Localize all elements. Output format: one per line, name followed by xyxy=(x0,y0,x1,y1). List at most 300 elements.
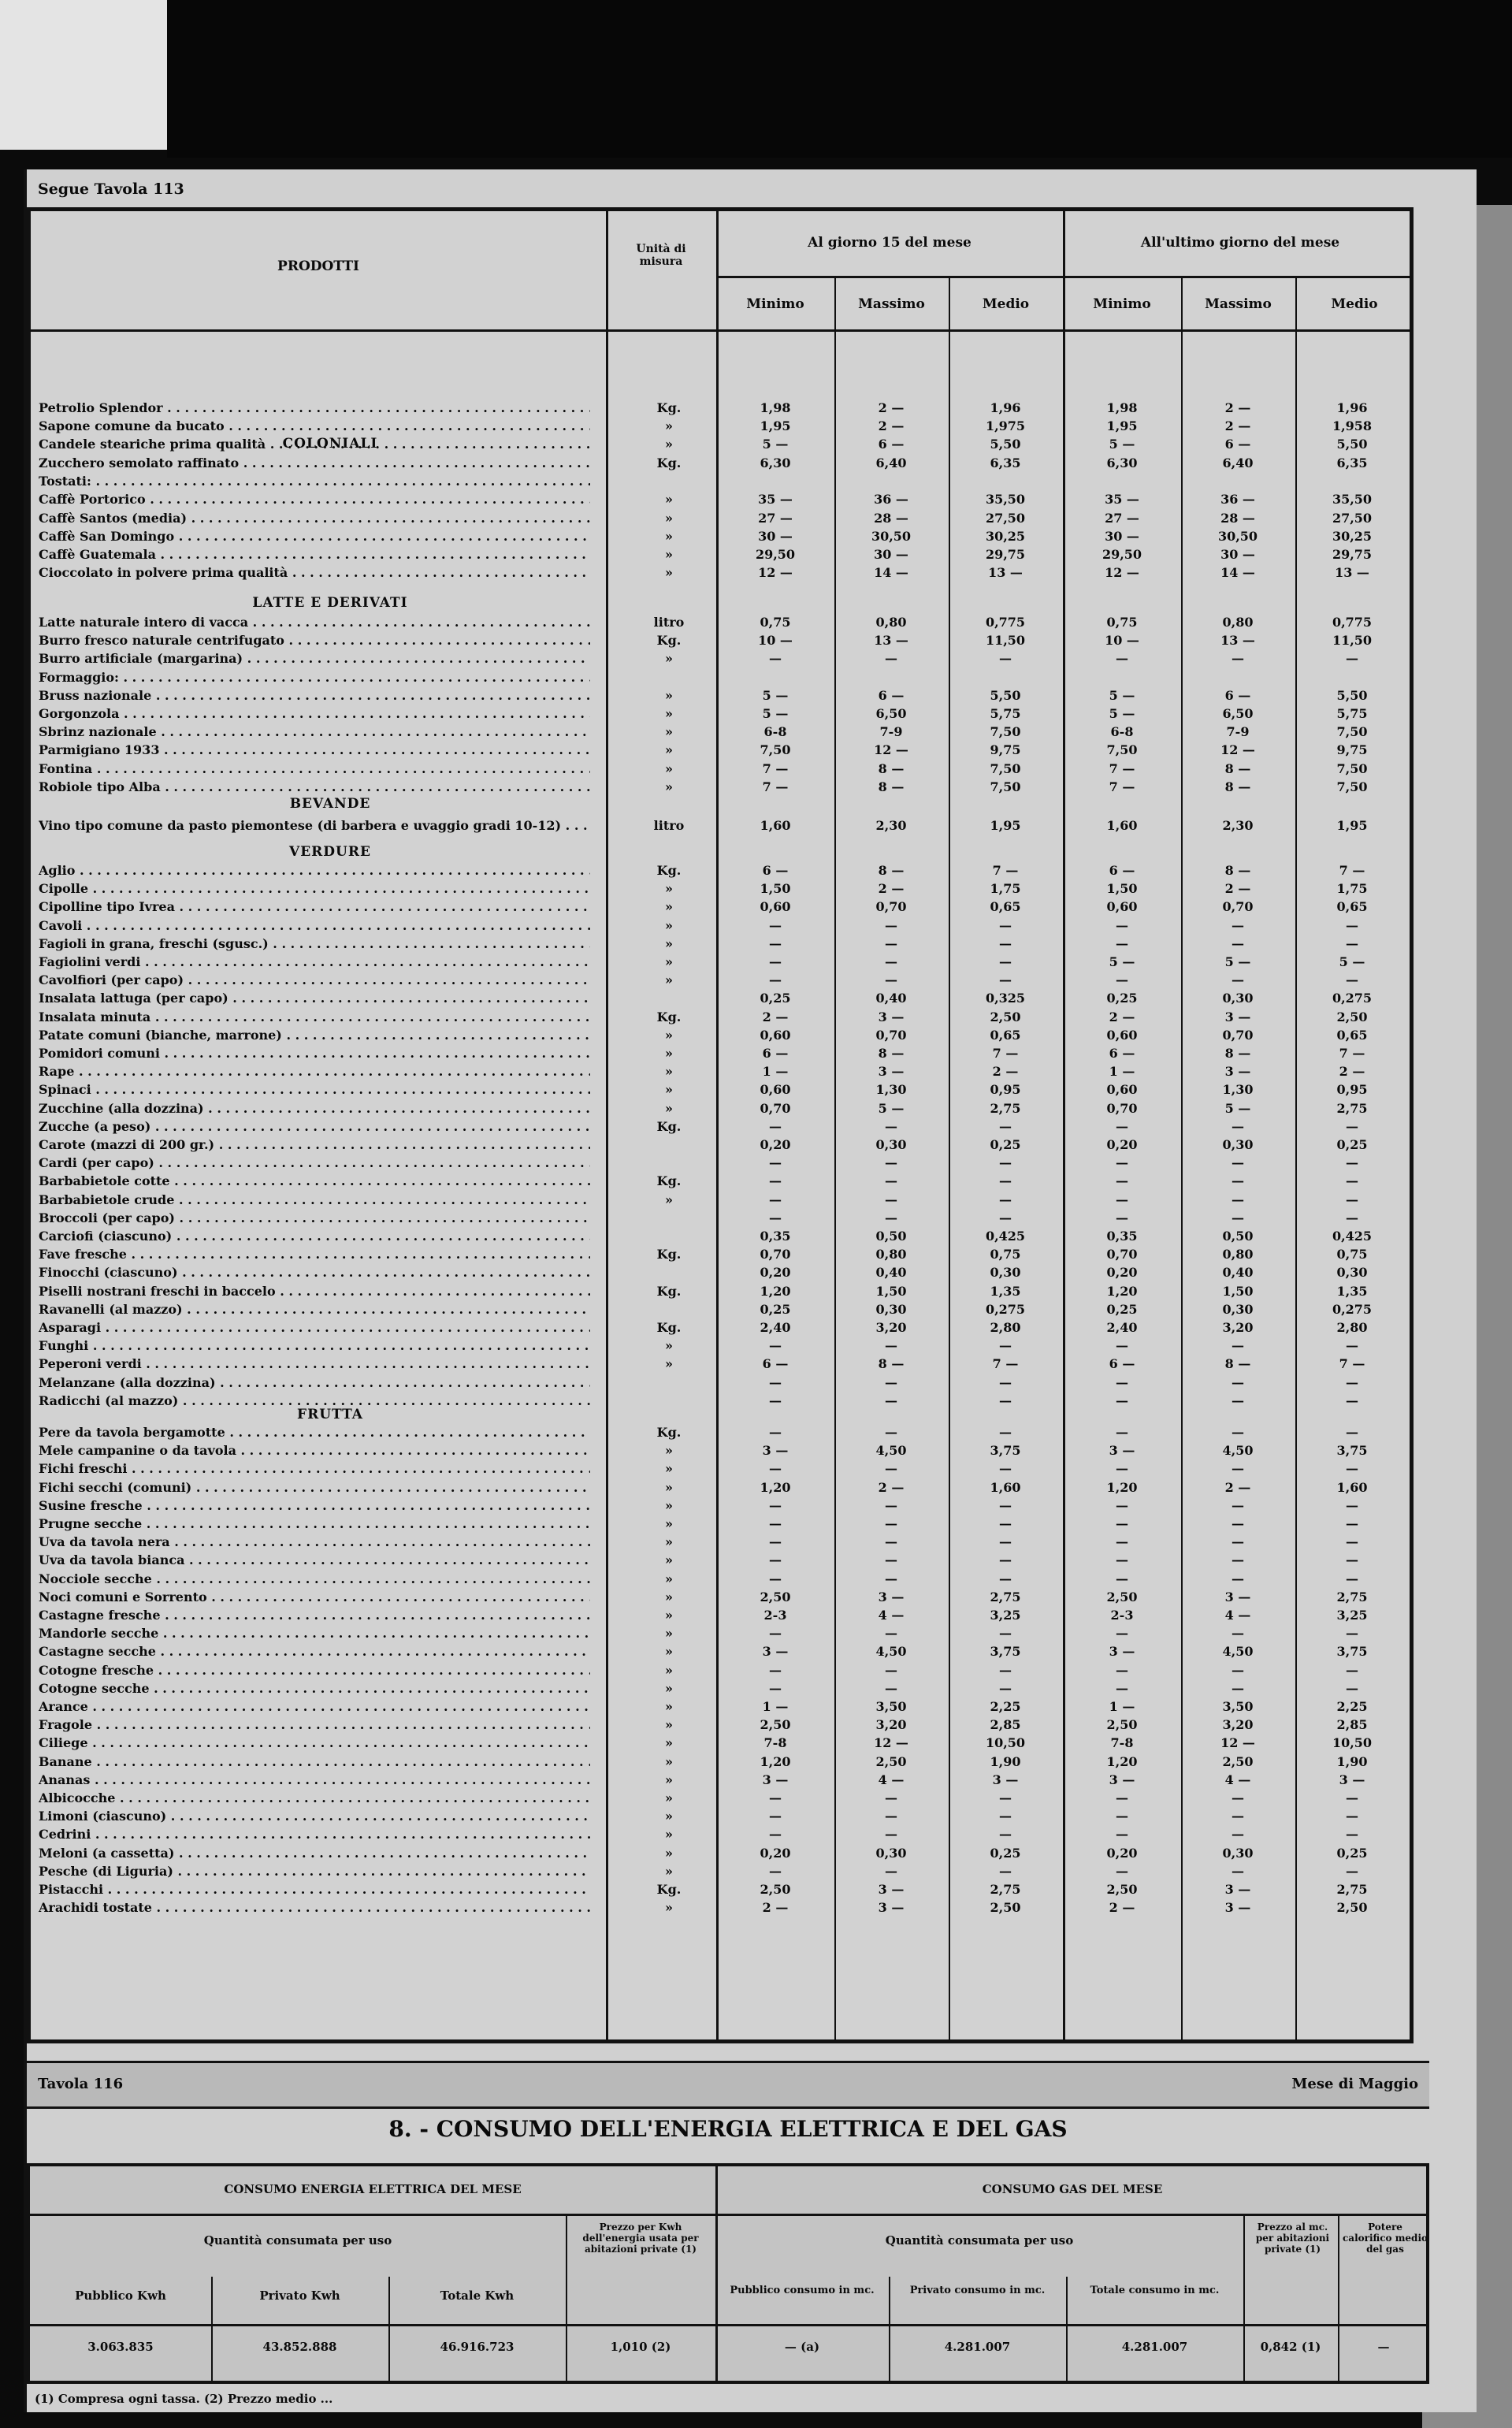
price-cell: 2 — xyxy=(878,400,905,415)
price-cell: 28 — xyxy=(1220,510,1255,526)
scan-border xyxy=(0,0,167,150)
product-name: Fagiolini verdi . . . xyxy=(39,954,590,969)
price-cell: 0,70 xyxy=(875,1027,907,1043)
product-name: Caffè San Domingo . . . xyxy=(39,529,590,544)
price-cell: 30,50 xyxy=(871,528,912,544)
price-cell: 5,50 xyxy=(990,437,1021,452)
table-row xyxy=(31,1644,1410,1659)
price-cell: 8 — xyxy=(1224,760,1251,776)
unit-cell: » xyxy=(665,899,673,915)
product-name: Nocciole secche . . . xyxy=(39,1571,590,1586)
col-totale-gas: Totale consumo in mc. xyxy=(1090,2285,1220,2296)
table-row xyxy=(31,1516,1410,1531)
unit-cell: » xyxy=(665,779,673,794)
price-cell: 3 — xyxy=(1224,1900,1251,1916)
price-cell: 2,30 xyxy=(875,818,907,833)
product-name: Carote (mazzi di 200 gr.) . . . xyxy=(39,1137,590,1152)
price-cell: — xyxy=(1232,1516,1244,1531)
price-cell: 2 — xyxy=(1109,1009,1135,1024)
price-cell: 3,50 xyxy=(1222,1699,1254,1714)
table-row xyxy=(31,633,1410,648)
price-cell: 1,30 xyxy=(875,1082,907,1098)
price-cell: — xyxy=(885,1680,897,1696)
price-cell: — xyxy=(1346,1626,1358,1642)
price-cell: 3 — xyxy=(878,1064,905,1080)
price-cell: 0,75 xyxy=(1106,615,1138,630)
price-cell: 0,70 xyxy=(875,899,907,915)
price-cell: 7-9 xyxy=(1226,724,1250,740)
price-cell: 14 — xyxy=(1220,565,1255,581)
price-cell: — xyxy=(1232,1155,1244,1171)
price-cell: 0,25 xyxy=(1336,1845,1368,1861)
price-cell: 2,50 xyxy=(1222,1753,1254,1769)
price-cell: 2,80 xyxy=(990,1320,1021,1335)
price-cell: 30 — xyxy=(874,547,908,562)
price-cell: 6 — xyxy=(1109,863,1135,878)
table-row xyxy=(31,881,1410,896)
product-name: Aglio . . . xyxy=(39,863,590,878)
price-cell: 35 — xyxy=(758,492,793,508)
product-name: Latte naturale intero di vacca . . . xyxy=(39,615,590,630)
price-cell: 2,50 xyxy=(760,1882,791,1897)
unit-cell: » xyxy=(665,565,673,581)
price-cell: 0,60 xyxy=(1106,899,1138,915)
price-cell: — xyxy=(1346,1827,1358,1842)
energy-left-title: CONSUMO ENERGIA ELETTRICA DEL MESE xyxy=(224,2182,522,2196)
price-cell: 35,50 xyxy=(1332,492,1373,508)
table-row xyxy=(31,936,1410,951)
price-cell: 0,25 xyxy=(760,991,791,1006)
table-row xyxy=(31,1119,1410,1134)
table-row xyxy=(31,1754,1410,1769)
price-cell: 3 — xyxy=(1224,1589,1251,1604)
price-cell: 0,50 xyxy=(1222,1229,1254,1244)
price-cell: — xyxy=(999,1662,1012,1678)
product-name: Sbrinz nazionale . . . xyxy=(39,724,590,739)
price-cell: 7 — xyxy=(992,1356,1019,1372)
price-cell: 1,20 xyxy=(760,1479,791,1495)
price-cell: 3 — xyxy=(878,1589,905,1604)
product-name: Bruss nazionale . . . xyxy=(39,688,590,703)
price-cell: — xyxy=(885,1173,897,1189)
unit-cell: » xyxy=(665,935,673,951)
price-cell: — xyxy=(1116,1863,1128,1879)
price-cell: 1,50 xyxy=(1106,881,1138,897)
unit-cell: » xyxy=(665,1192,673,1207)
price-cell: 7-8 xyxy=(1110,1735,1134,1751)
table-row xyxy=(31,706,1410,721)
product-name: Ananas . . . xyxy=(39,1772,590,1787)
price-cell: 2 — xyxy=(992,1064,1019,1080)
table-row xyxy=(31,1284,1410,1299)
price-cell: 3,75 xyxy=(990,1644,1021,1660)
unit-cell: » xyxy=(665,724,673,740)
price-cell: — xyxy=(885,1552,897,1568)
price-cell: 1,96 xyxy=(1336,400,1368,415)
price-cell: 27,50 xyxy=(985,510,1026,526)
price-cell: — xyxy=(769,1374,782,1390)
price-cell: — xyxy=(1232,1790,1244,1805)
price-cell: — xyxy=(999,1552,1012,1568)
header-group-15: Al giorno 15 del mese xyxy=(808,235,971,251)
price-cell: 5,50 xyxy=(1336,437,1368,452)
price-cell: 4 — xyxy=(1224,1772,1251,1787)
price-cell: 0,60 xyxy=(1106,1027,1138,1043)
price-cell: 0,20 xyxy=(760,1265,791,1281)
price-cell: 2 — xyxy=(1339,1064,1365,1080)
price-cell: 27 — xyxy=(758,510,793,526)
price-cell: — xyxy=(1232,1662,1244,1678)
price-cell: 1,30 xyxy=(1222,1082,1254,1098)
table-row xyxy=(31,511,1410,526)
price-cell: 13 — xyxy=(988,565,1023,581)
price-cell: — xyxy=(1346,1571,1358,1586)
price-cell: 6 — xyxy=(762,1356,789,1372)
header-minimo: Minimo xyxy=(746,296,804,312)
price-cell: 2 — xyxy=(762,1900,789,1916)
document-page xyxy=(24,169,1477,2412)
product-name: Cotogne secche . . . xyxy=(39,1681,590,1696)
unit-cell: » xyxy=(665,1845,673,1861)
table-row xyxy=(31,1590,1410,1604)
unit-cell: » xyxy=(665,1772,673,1787)
price-cell: 0,25 xyxy=(1106,1301,1138,1317)
unit-cell: litro xyxy=(653,615,685,630)
table-row xyxy=(31,1375,1410,1390)
price-cell: — xyxy=(1232,1192,1244,1207)
price-cell: — xyxy=(769,1516,782,1531)
table-row xyxy=(31,1717,1410,1732)
table-row xyxy=(31,818,1410,833)
energy-price-header: Prezzo per Kwh dell'energia usata per abitazioni private (1) xyxy=(582,2222,699,2255)
product-name: Limoni (ciascuno) . . . xyxy=(39,1809,590,1824)
price-cell: 3,50 xyxy=(875,1699,907,1714)
price-cell: 5 — xyxy=(1109,437,1135,452)
unit-cell: » xyxy=(665,1809,673,1824)
product-name: Robiole tipo Alba . . . xyxy=(39,779,590,794)
price-cell: — xyxy=(999,1516,1012,1531)
table-row xyxy=(31,547,1410,562)
price-cell: — xyxy=(769,972,782,988)
price-cell: 0,60 xyxy=(760,1082,791,1098)
price-cell: 6 — xyxy=(1224,437,1251,452)
price-cell: 13 — xyxy=(874,633,908,649)
price-cell: — xyxy=(885,1863,897,1879)
header-medio: Medio xyxy=(1331,296,1378,312)
price-cell: 6 — xyxy=(1224,687,1251,703)
price-cell: — xyxy=(1346,972,1358,988)
price-cell: — xyxy=(1232,1497,1244,1513)
table-row xyxy=(31,1663,1410,1678)
table-row xyxy=(31,615,1410,630)
price-cell: — xyxy=(1232,1534,1244,1550)
price-cell: 0,20 xyxy=(760,1845,791,1861)
header-minimo: Minimo xyxy=(1093,296,1151,312)
price-cell: — xyxy=(1116,1210,1128,1225)
product-name: Pistacchi . . . xyxy=(39,1882,590,1897)
product-name: Pere da tavola bergamotte . . . xyxy=(39,1425,590,1440)
price-cell: — xyxy=(885,954,897,969)
table-row xyxy=(31,1064,1410,1079)
price-cell: — xyxy=(1232,1338,1244,1354)
price-cell: 0,425 xyxy=(985,1229,1026,1244)
price-cell: — xyxy=(885,1790,897,1805)
price-cell: — xyxy=(1232,651,1244,667)
unit-cell: » xyxy=(665,1338,673,1354)
price-cell: 3 — xyxy=(1224,1064,1251,1080)
unit-cell: Kg. xyxy=(656,1173,682,1189)
price-cell: 1,20 xyxy=(1106,1753,1138,1769)
price-cell: 2,50 xyxy=(760,1717,791,1733)
price-cell: — xyxy=(999,1155,1012,1171)
price-cell: — xyxy=(999,1461,1012,1477)
price-cell: 3,75 xyxy=(1336,1443,1368,1459)
price-cell: 3 — xyxy=(762,1443,789,1459)
unit-cell: » xyxy=(665,1900,673,1916)
unit-cell: » xyxy=(665,492,673,508)
price-cell: — xyxy=(1116,1534,1128,1550)
product-name: Mele campanine o da tavola . . . xyxy=(39,1443,590,1458)
price-cell: 5 — xyxy=(762,437,789,452)
product-name: Arance . . . xyxy=(39,1699,590,1714)
product-name: Prugne secche . . . xyxy=(39,1516,590,1531)
price-cell: 0,75 xyxy=(1336,1247,1368,1262)
price-cell: 6,40 xyxy=(875,455,907,470)
price-cell: 0,30 xyxy=(1222,1301,1254,1317)
price-cell: 28 — xyxy=(874,510,908,526)
table-row xyxy=(31,1681,1410,1696)
price-cell: 2-3 xyxy=(763,1608,787,1623)
product-name: Petrolio Splendor . . . xyxy=(39,400,590,415)
unit-cell: Kg. xyxy=(656,1425,682,1440)
product-name: Uva da tavola nera . . . xyxy=(39,1534,590,1549)
price-cell: 2 — xyxy=(1224,881,1251,897)
price-cell: 7,50 xyxy=(1336,779,1368,794)
price-cell: 1,95 xyxy=(1106,418,1138,434)
price-cell: — xyxy=(1346,1374,1358,1390)
price-cell: — xyxy=(1346,1790,1358,1805)
unit-cell: » xyxy=(665,1443,673,1459)
price-cell: 11,50 xyxy=(985,633,1026,649)
price-cell: — xyxy=(769,1790,782,1805)
unit-cell: » xyxy=(665,1027,673,1043)
price-cell: 7,50 xyxy=(990,724,1021,740)
price-cell: 12 — xyxy=(874,1735,908,1751)
table-row xyxy=(31,761,1410,776)
price-cell: 1,50 xyxy=(1222,1283,1254,1299)
price-cell: — xyxy=(999,1680,1012,1696)
price-cell: — xyxy=(769,1680,782,1696)
price-cell: — xyxy=(999,651,1012,667)
product-name: Caffè Portorico . . . xyxy=(39,492,590,507)
price-cell: 8 — xyxy=(878,863,905,878)
table-row xyxy=(31,474,1410,489)
price-cell: 3,25 xyxy=(990,1608,1021,1623)
price-cell: 12 — xyxy=(874,742,908,758)
price-cell: 1 — xyxy=(1109,1064,1135,1080)
product-name: Zucchine (alla dozzina) . . . xyxy=(39,1101,590,1116)
price-cell: 0,30 xyxy=(1222,1845,1254,1861)
section-title: FRUTTA xyxy=(297,1407,363,1422)
price-cell: 1,95 xyxy=(1336,818,1368,833)
column-divider xyxy=(566,2214,567,2381)
product-name: Pesche (di Liguria) . . . xyxy=(39,1864,590,1879)
table-month: Mese di Maggio xyxy=(1291,2076,1418,2092)
price-cell: 2,80 xyxy=(1336,1320,1368,1335)
price-cell: 12 — xyxy=(1105,565,1139,581)
price-cell: 0,70 xyxy=(1106,1100,1138,1116)
price-cell: 2,50 xyxy=(1106,1589,1138,1604)
price-cell: 0,25 xyxy=(1106,991,1138,1006)
price-cell: 0,30 xyxy=(1336,1265,1368,1281)
price-cell: — xyxy=(1346,1680,1358,1696)
table-row xyxy=(31,1809,1410,1824)
product-name: Cotogne fresche . . . xyxy=(39,1663,590,1678)
price-cell: 2,25 xyxy=(1336,1699,1368,1714)
price-cell: 7 — xyxy=(992,863,1019,878)
price-cell: 3 — xyxy=(762,1772,789,1787)
price-cell: 5,50 xyxy=(990,687,1021,703)
price-cell: 1,98 xyxy=(1106,400,1138,415)
price-cell: 11,50 xyxy=(1332,633,1373,649)
price-cell: 5 — xyxy=(1109,706,1135,721)
price-cell: — xyxy=(999,954,1012,969)
unit-cell: » xyxy=(665,1064,673,1080)
product-name: Caffè Guatemala . . . xyxy=(39,547,590,562)
price-cell: 0,75 xyxy=(990,1247,1021,1262)
unit-cell: Kg. xyxy=(656,455,682,470)
price-cell: — xyxy=(885,1809,897,1824)
unit-cell: » xyxy=(665,760,673,776)
unit-cell: » xyxy=(665,1753,673,1769)
unit-cell: » xyxy=(665,1662,673,1678)
price-cell: 7,50 xyxy=(760,742,791,758)
table-row xyxy=(31,1302,1410,1317)
price-cell: 2,75 xyxy=(1336,1100,1368,1116)
price-cell: — xyxy=(885,1210,897,1225)
product-name: Formaggio: . . . xyxy=(39,670,590,685)
price-cell: 0,65 xyxy=(990,1027,1021,1043)
price-cell: — xyxy=(1116,1626,1128,1642)
unit-cell: » xyxy=(665,687,673,703)
price-cell: 5 — xyxy=(878,1100,905,1116)
price-cell: — xyxy=(769,1192,782,1207)
price-cell: 5 — xyxy=(1224,1100,1251,1116)
product-name: Vino tipo comune da pasto piemontese (di barbera e uvaggio gradi 10-12) . . . xyxy=(39,818,590,833)
product-name: Cedrini . . . xyxy=(39,1827,590,1842)
table-row xyxy=(31,991,1410,1006)
unit-cell: » xyxy=(665,1516,673,1531)
value-price-gas: 0,842 (1) xyxy=(1260,2340,1321,2354)
price-cell: 9,75 xyxy=(990,742,1021,758)
price-cell: 2,50 xyxy=(1106,1882,1138,1897)
price-cell: 4,50 xyxy=(1222,1644,1254,1660)
price-cell: 2,50 xyxy=(875,1753,907,1769)
price-cell: 8 — xyxy=(878,1356,905,1372)
product-name: Insalata lattuga (per capo) . . . xyxy=(39,991,590,1006)
section-title: LATTE E DERIVATI xyxy=(252,595,408,611)
unit-cell: » xyxy=(665,418,673,434)
footnote: (1) Compresa ogni tassa. (2) Prezzo medio ... xyxy=(35,2392,333,2406)
unit-cell: » xyxy=(665,1644,673,1660)
price-cell: 30,25 xyxy=(985,528,1026,544)
price-cell: 1,50 xyxy=(875,1283,907,1299)
price-cell: 7-9 xyxy=(879,724,903,740)
price-cell: 13 — xyxy=(1335,565,1369,581)
price-cell: — xyxy=(1232,1827,1244,1842)
price-cell: 2,25 xyxy=(990,1699,1021,1714)
price-cell: 0,775 xyxy=(985,615,1026,630)
price-cell: 3 — xyxy=(878,1882,905,1897)
price-cell: 2 — xyxy=(1224,400,1251,415)
value-power-gas: — xyxy=(1377,2340,1390,2354)
product-name: Fichi freschi . . . xyxy=(39,1461,590,1476)
price-cell: — xyxy=(999,935,1012,951)
price-cell: 5 — xyxy=(1109,687,1135,703)
price-cell: — xyxy=(1116,1192,1128,1207)
product-name: Pomidori comuni . . . xyxy=(39,1046,590,1061)
table-row xyxy=(31,1772,1410,1787)
price-cell: 5,75 xyxy=(1336,706,1368,721)
table-row xyxy=(31,1443,1410,1458)
price-cell: 1 — xyxy=(762,1699,789,1714)
price-cell: — xyxy=(999,1192,1012,1207)
price-cell: 5 — xyxy=(762,687,789,703)
price-cell: 4 — xyxy=(878,1608,905,1623)
price-cell: — xyxy=(1346,1516,1358,1531)
price-cell: — xyxy=(1346,1534,1358,1550)
product-name: Ciliege . . . xyxy=(39,1735,590,1750)
price-cell: 10 — xyxy=(1105,633,1139,649)
product-name: Ravanelli (al mazzo) . . . xyxy=(39,1302,590,1317)
product-name: Fave fresche . . . xyxy=(39,1247,590,1262)
price-cell: 2 — xyxy=(878,418,905,434)
price-cell: 0,25 xyxy=(990,1137,1021,1152)
price-cell: 30 — xyxy=(1105,528,1139,544)
price-cell: 1,975 xyxy=(985,418,1026,434)
price-cell: — xyxy=(769,1497,782,1513)
price-cell: — xyxy=(1232,1392,1244,1408)
unit-cell: » xyxy=(665,1699,673,1714)
price-cell: — xyxy=(1232,1461,1244,1477)
table-row xyxy=(31,1173,1410,1188)
price-cell: — xyxy=(1346,1809,1358,1824)
gas-title: CONSUMO GAS DEL MESE xyxy=(982,2182,1163,2196)
table-title-bar xyxy=(27,2061,1429,2109)
price-cell: 0,275 xyxy=(1332,991,1373,1006)
scan-border xyxy=(167,0,1512,158)
price-cell: 8 — xyxy=(878,1046,905,1061)
table-row xyxy=(31,1101,1410,1116)
price-cell: 0,70 xyxy=(760,1100,791,1116)
price-cell: 27 — xyxy=(1105,510,1139,526)
col-totale-kwh: Totale Kwh xyxy=(440,2289,515,2303)
price-cell: 3 — xyxy=(878,1009,905,1024)
product-name: Candele steariche prima qualità . . . xyxy=(39,437,590,452)
price-cell: 36 — xyxy=(874,492,908,508)
value-price-kwh: 1,010 (2) xyxy=(610,2340,671,2354)
price-cell: 0,40 xyxy=(875,991,907,1006)
price-cell: 0,775 xyxy=(1332,615,1373,630)
price-cell: 0,35 xyxy=(760,1229,791,1244)
price-cell: 0,40 xyxy=(1222,1265,1254,1281)
table-row xyxy=(31,1425,1410,1440)
price-cell: — xyxy=(1232,1809,1244,1824)
product-name: Uva da tavola bianca . . . xyxy=(39,1552,590,1567)
price-cell: 7,50 xyxy=(990,760,1021,776)
product-name: Caffè Santos (media) . . . xyxy=(39,511,590,526)
price-cell: 3,75 xyxy=(1336,1644,1368,1660)
